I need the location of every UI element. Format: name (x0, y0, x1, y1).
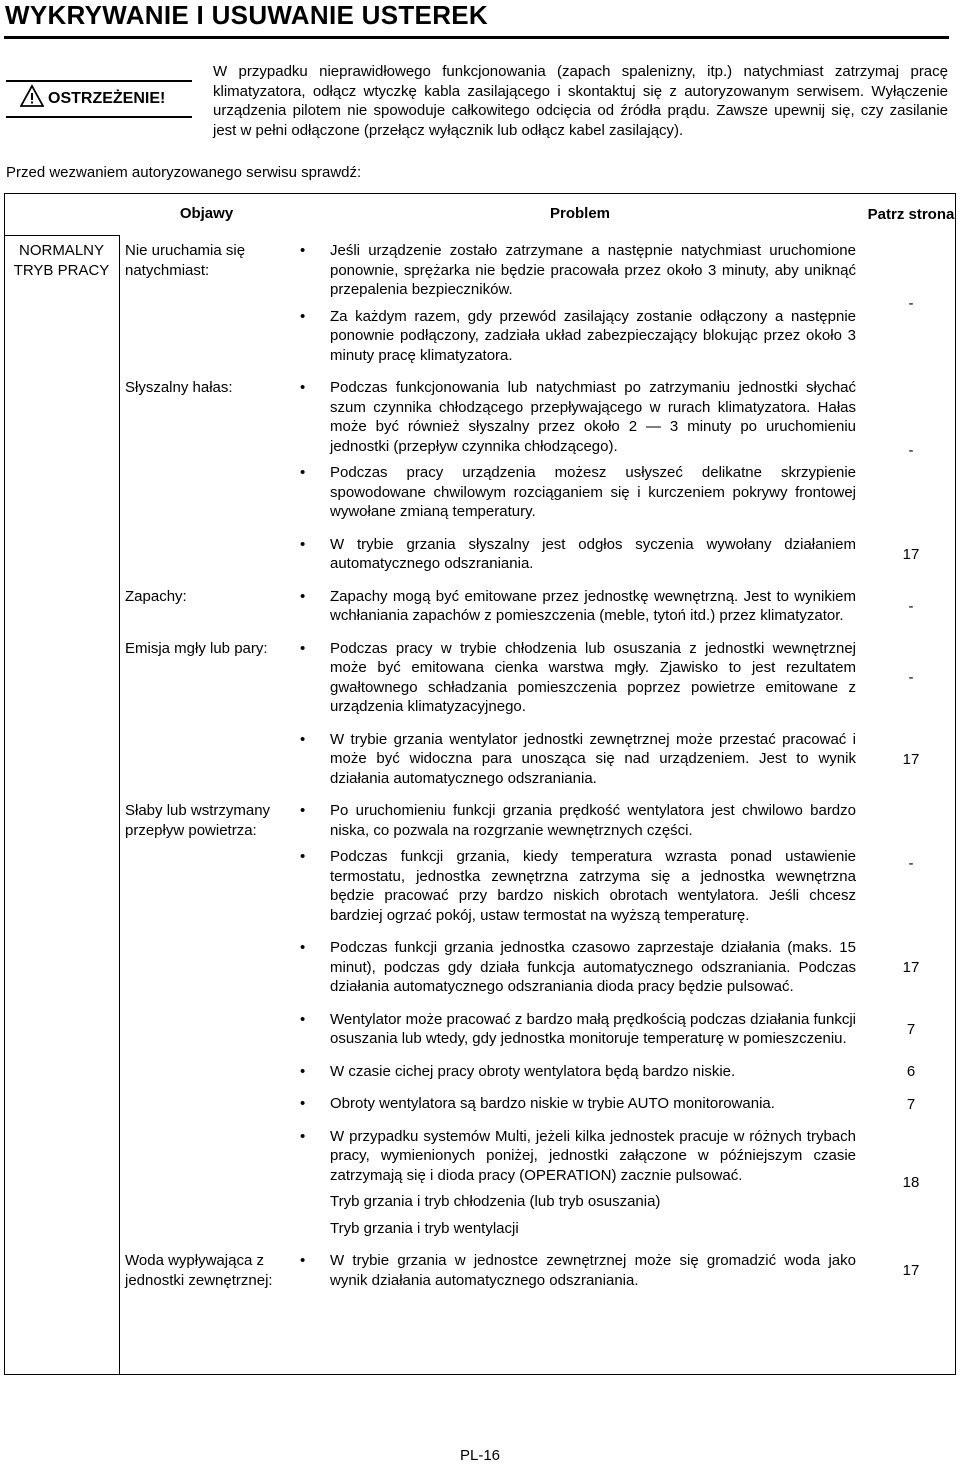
problem-bullet (300, 847, 856, 925)
page-ref-cell: 18 (902, 1174, 920, 1191)
bullet-icon: • (300, 464, 306, 481)
warning-text: W przypadku nieprawidłowego funkcjonowania (zapach spalenizny, itp.) natychmiast zatrzymaj pracę klimatyzatora, odłącz wtyczkę kabla zasilającego i skontaktuj się z autoryzowanym serwisem. Wyłączenie urządzenia pilotem nie spowoduje całkowitego odcięcia od źródła prądu. Zawsze upewnij się, czy zasilanie jest w pełni odłączone (przełącz wyłącznik lub odłącz kabel zasilający). (213, 63, 948, 139)
problem-cell (294, 1121, 866, 1246)
problem-bullet (300, 1062, 856, 1082)
problem-cell (294, 235, 866, 372)
warning-label-text: OSTRZEŻENIE! (48, 90, 166, 107)
table-row (4, 581, 956, 633)
bullet-icon: • (300, 587, 306, 605)
page-ref-cell: 17 (902, 1262, 920, 1280)
table-row (4, 372, 956, 529)
table-body (4, 235, 956, 1297)
table-row (4, 932, 956, 1004)
table-row (4, 1004, 956, 1056)
problem-bullet (300, 1010, 856, 1049)
page-ref-cell: - (908, 854, 914, 872)
table-row (4, 1088, 956, 1121)
page-ref-cell: - (908, 294, 914, 312)
problem-text: W trybie grzania słyszalny jest odgłos syczenia wywołany działaniem automatycznego odszraniania. (330, 535, 856, 572)
symptom-cell (119, 529, 294, 581)
page-ref-cell: 17 (902, 545, 920, 563)
symptom-cell: Nie uruchamia się natychmiast: (125, 242, 246, 279)
problem-text: Podczas funkcji grzania, kiedy temperatura wzrasta ponad ustawienie termostatu, jednostka zewnętrzna zatrzyma się a jednostka wewnętrzna będzie pracować przy bardzo niskich obrotach wentylatora. Jeśli chcesz bardziej ogrzać pokój, ustaw termostat na wyższą temperaturę. (330, 848, 856, 924)
problem-bullet (300, 1094, 856, 1114)
problem-cell (294, 1245, 866, 1297)
symptom-cell: Słaby lub wstrzymany przepływ powietrza: (125, 802, 271, 839)
problem-text: Za każdym razem, gdy przewód zasilający zostanie odłączony a następnie ponownie podłączony, zadziała układ zabezpieczający blokując przez około 3 minuty pracę klimatyzatora. (330, 307, 856, 364)
bullet-icon: • (300, 802, 306, 819)
problem-bullet (300, 241, 856, 300)
problem-bullet (300, 1251, 856, 1290)
symptom-cell: Zapachy: (125, 587, 187, 605)
problem-bullet (300, 1127, 856, 1186)
problem-bullet (300, 463, 856, 522)
page-ref-cell: 7 (906, 1095, 916, 1113)
table-row (4, 1056, 956, 1089)
page-ref-cell: 6 (906, 1063, 916, 1080)
problem-bullet (300, 535, 856, 574)
problem-text: Podczas funkcji grzania jednostka czasowo zaprzestaje działania (maks. 15 minut), podczas gdy działa funkcja automatycznego odszraniania. Podczas działania automatycznego odszraniania dioda pracy będzie pulsować. (330, 939, 856, 995)
problem-text: Wentylator może pracować z bardzo małą prędkością podczas działania funkcji osuszania lub wtedy, gdy jednostka monitoruje temperaturę w pomieszczeniu. (330, 1010, 856, 1047)
page-ref-cell: - (908, 441, 914, 459)
bullet-icon: • (300, 1252, 306, 1269)
page-ref-cell: 7 (906, 1020, 916, 1038)
problem-bullet (300, 587, 856, 626)
problem-text: Podczas pracy w trybie chłodzenia lub osuszania z jednostki wewnętrznej może być emitowana cienka warstwa mgły. Zjawisko to jest rezultatem gwałtownego schładzania pomieszczenia poprzez powietrze emitowane z urządzenia klimatyzacyjnego. (330, 639, 856, 715)
bullet-icon: • (300, 730, 306, 748)
problem-text: W trybie grzania w jednostce zewnętrznej może się gromadzić woda jako wynik działania automatycznego odszraniania. (330, 1252, 856, 1289)
problem-cell (294, 529, 866, 581)
symptom-cell: Słyszalny hałas: (125, 379, 233, 396)
page-title: WYKRYWANIE I USUWANIE USTEREK (5, 0, 488, 30)
problem-text: Po uruchomieniu funkcji grzania prędkość wentylatora jest chwilowo bardzo niska, co pozwala na rozgrzanie wewnętrznych części. (330, 802, 856, 839)
page-ref-cell: - (908, 669, 914, 687)
table-row (4, 1121, 956, 1246)
bullet-icon: • (300, 242, 306, 259)
symptom-cell (119, 724, 294, 796)
table-row (4, 724, 956, 796)
title-rule (4, 36, 949, 39)
problem-cell (294, 795, 866, 932)
symptom-cell: Emisja mgły lub pary: (125, 639, 268, 657)
problem-text: Podczas pracy urządzenia możesz usłyszeć delikatne skrzypienie spowodowane chwilowym rozciąganiem się i kurczeniem pokrywy frontowej wywołane zmianą temperatury. (330, 464, 856, 520)
problem-cell (294, 372, 866, 529)
table-row (4, 633, 956, 724)
bullet-icon: • (300, 939, 306, 956)
problem-cell (294, 633, 866, 724)
problem-cell (294, 581, 866, 633)
symptom-cell (119, 1004, 294, 1056)
table-row (4, 795, 956, 932)
problem-text: Podczas funkcjonowania lub natychmiast po zatrzymaniu jednostki słychać szum czynnika chłodzącego przepływającego w rurach klimatyzatora. Hałas może być również słyszalny przez około 2 — 3 minuty po uruchomieniu jednostki (przepływ czynnika chłodzącego). (330, 379, 856, 455)
problem-bullet (300, 639, 856, 717)
header-symptoms: Objawy (179, 205, 234, 223)
problem-text: W trybie grzania wentylator jednostki zewnętrznej może przestać pracować i może być widoczna para unosząca się nad urządzeniem. Jest to wynik działania automatycznego odszraniania. (330, 730, 856, 787)
header-page: Patrz strona (867, 205, 955, 223)
bullet-icon: • (300, 535, 306, 553)
warning-bottom-rule (6, 116, 192, 118)
warning-triangle-icon (20, 84, 44, 113)
symptom-cell: Woda wypływająca z jednostki zewnętrznej: (125, 1252, 273, 1289)
header-divider (4, 235, 120, 236)
header-empty (4, 193, 119, 235)
warning-top-rule (6, 80, 192, 82)
problem-text: W czasie cichej pracy obroty wentylatora będą bardzo niskie. (330, 1062, 736, 1080)
symptom-cell (119, 1056, 294, 1089)
bullet-icon: • (300, 379, 306, 396)
bullet-icon: • (300, 639, 306, 657)
problem-bullet (300, 801, 856, 840)
problem-cell (294, 932, 866, 1004)
problem-text: Zapachy mogą być emitowane przez jednostkę wewnętrzną. Jest to wynikiem wchłaniania zapachów z pomieszczenia (meble, tytoń itd.) przez klimatyzator. (330, 587, 856, 624)
table-row (4, 1245, 956, 1297)
header-problem: Problem (549, 205, 610, 223)
table-row (4, 235, 956, 372)
bullet-icon: • (300, 307, 306, 325)
problem-text: Obroty wentylatora są bardzo niskie w trybie AUTO monitorowania. (330, 1095, 775, 1112)
problem-bullet (300, 730, 856, 789)
table-row (4, 529, 956, 581)
problem-extra-line: Tryb grzania i tryb chłodzenia (lub tryb osuszania) (330, 1193, 661, 1210)
symptom-cell (119, 1088, 294, 1121)
page-ref-cell: 17 (902, 750, 920, 768)
problem-cell (294, 1004, 866, 1056)
page-number: PL-16 (459, 1447, 501, 1464)
problem-text: Jeśli urządzenie zostało zatrzymane a następnie natychmiast uruchomione ponownie, sprężarka nie będzie pracowała przez około 3 minuty, aby uniknąć przepalenia bezpieczników. (330, 242, 856, 298)
problem-bullet (300, 378, 856, 456)
operating-mode: NORMALNY TRYB PRACY (13, 242, 110, 279)
bullet-icon: • (300, 1010, 306, 1028)
page-ref-cell: 17 (902, 959, 920, 976)
bullet-icon: • (300, 1095, 306, 1112)
intro-text: Przed wezwaniem autoryzowanego serwisu sprawdź: (6, 164, 362, 181)
warning-label (6, 80, 192, 118)
symptom-cell (119, 1121, 294, 1246)
mode-column-divider (119, 235, 120, 1375)
troubleshooting-table (4, 193, 956, 1297)
problem-bullet (300, 307, 856, 366)
problem-extra-line: Tryb grzania i tryb wentylacji (330, 1219, 519, 1237)
bullet-icon: • (300, 1062, 306, 1080)
bullet-icon: • (300, 848, 306, 865)
bullet-icon: • (300, 1127, 306, 1145)
symptom-cell (119, 932, 294, 1004)
problem-text: W przypadku systemów Multi, jeżeli kilka jednostek pracuje w różnych trybach pracy, wymienionych poniżej, jednostki załączone w późniejszym czasie zatrzymają się i dioda pracy (OPERATION) zacznie pulsować. (330, 1127, 856, 1184)
problem-cell (294, 724, 866, 796)
problem-cell (294, 1056, 866, 1089)
page-ref-cell: - (908, 597, 914, 615)
problem-cell (294, 1088, 866, 1121)
problem-bullet (300, 938, 856, 997)
